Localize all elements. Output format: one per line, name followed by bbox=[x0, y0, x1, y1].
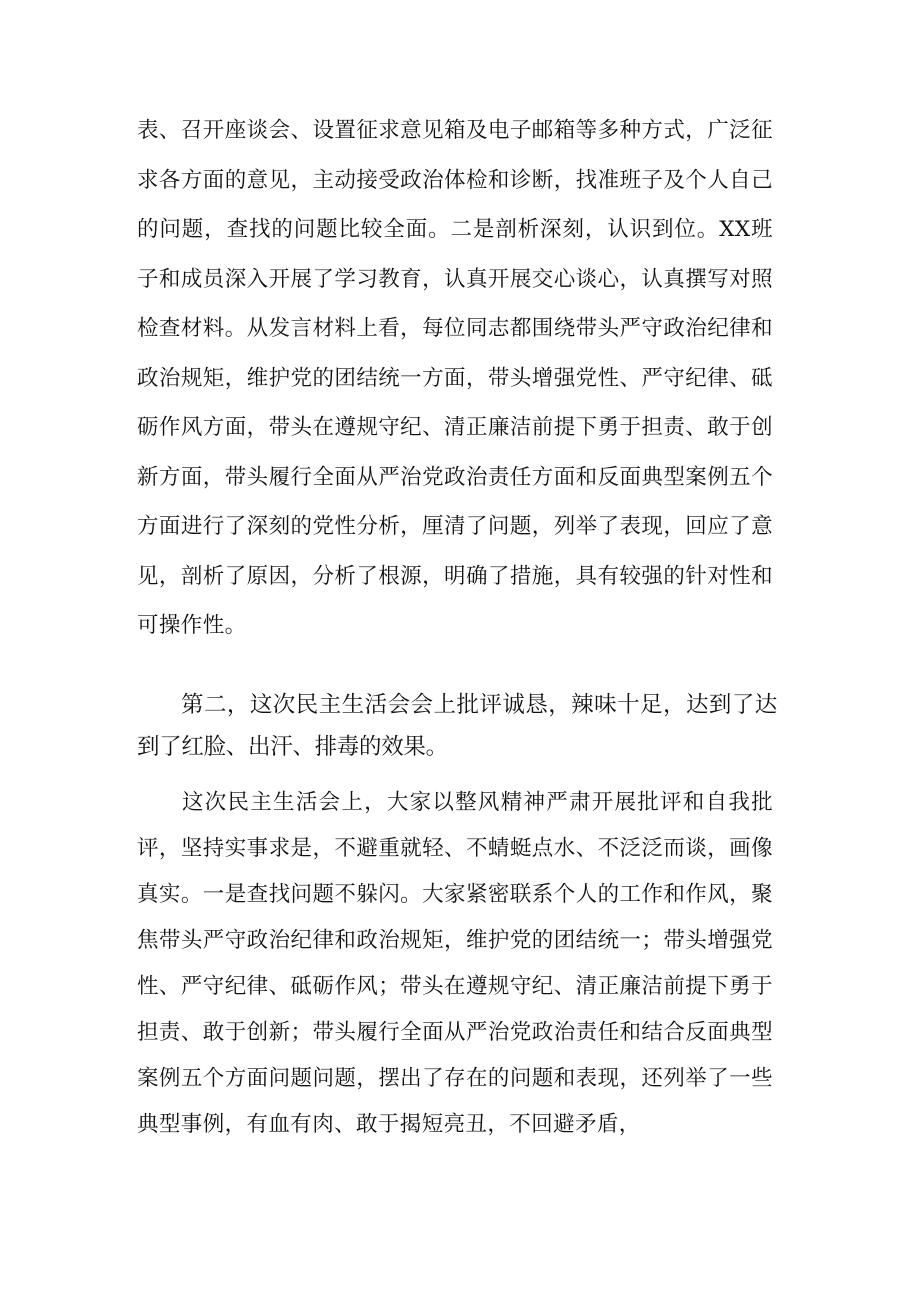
body-paragraph-2: 这次民主生活会上，大家以整风精神严肃开展批评和自我批评，坚持实事求是，不避重就轻、不蜻蜓点水、不泛泛而谈，画像真实。一是查找问题不躲闪。大家紧密联系个人的工作和作风，聚焦带头严守政治纪律和政治规矩，维护党的团结统一；带头增强党性、严守纪律、砥砺作风；带头在遵规守纪、清正廉洁前提下勇于担责、敢于创新；带头履行全面从严治党政治责任和结合反面典型案例五个方面问题问题，摆出了存在的问题和表现，还列举了一些典型事例，有血有肉、敢于揭短亮丑，不回避矛盾， bbox=[137, 790, 773, 1137]
section-heading-2: 第二，这次民主生活会会上批评诚恳，辣味十足，达到了达到了红脸、出汗、排毒的效果。 bbox=[137, 692, 777, 760]
body-paragraph-1: 表、召开座谈会、设置征求意见箱及电子邮箱等多种方式，广泛征求各方面的意见，主动接受政治体检和诊断，找准班子及个人自己的问题，查找的问题比较全面。二是剖析深刻，认识到位。XX班子和成员深入开展了学习教育，认真开展交心谈心，认真撰写对照检查材料。从发言材料上看，每位同志都围绕带头严守政治纪律和政治规矩，维护党的团结统一方面，带头增强党性、严守纪律、砥砺作风方面，带头在遵规守纪、清正廉洁前提下勇于担责、敢于创新方面，带头履行全面从严治党政治责任方面和反面典型案例五个方面进行了深刻的党性分析，厘清了问题，列举了表现，回应了意见，剖析了原因，分析了根源，明确了措施，具有较强的针对性和可操作性。 bbox=[137, 118, 773, 638]
